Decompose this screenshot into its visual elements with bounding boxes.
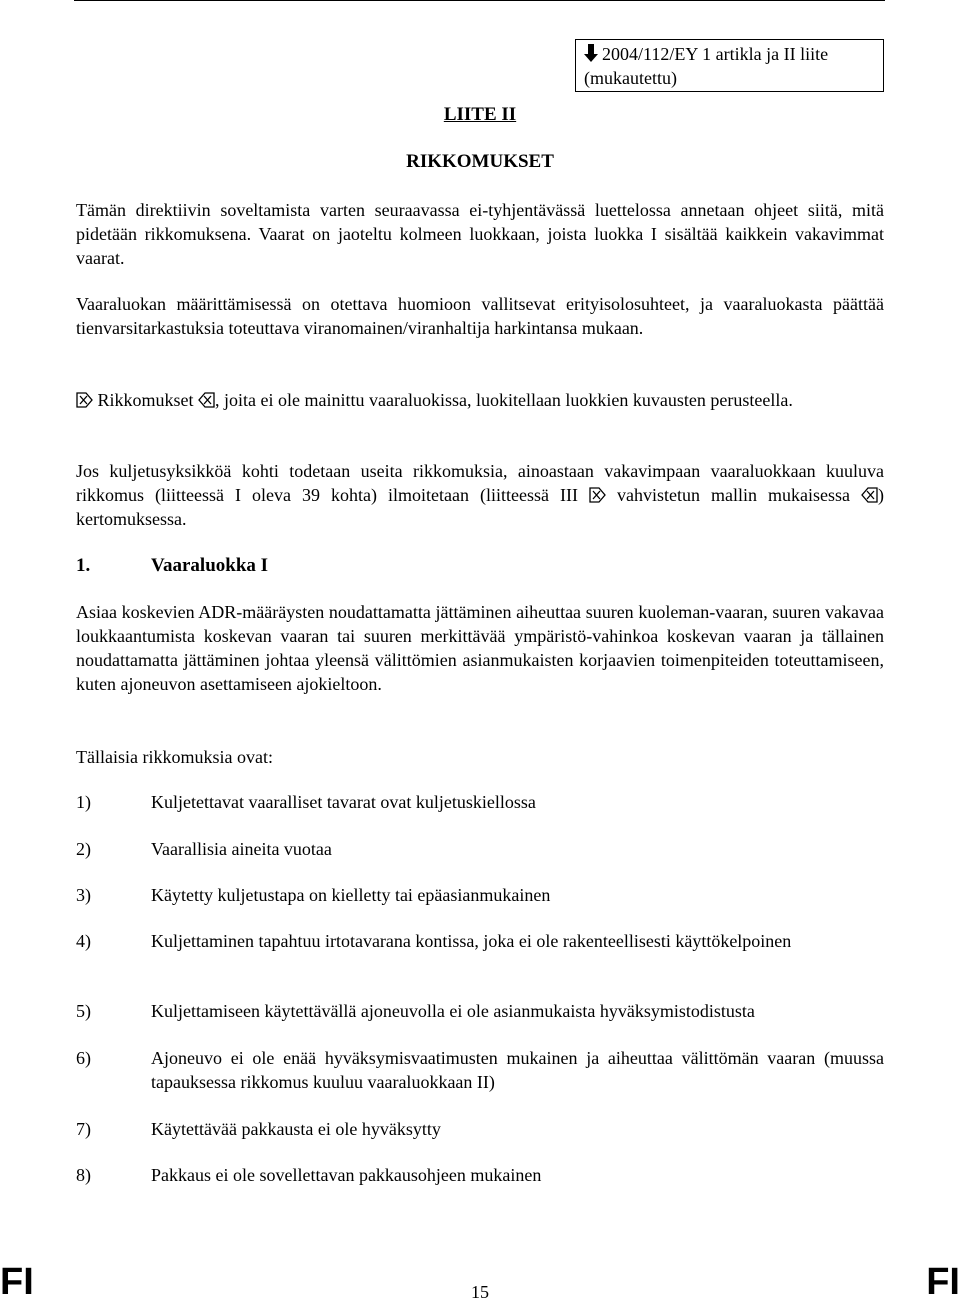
insert-start-icon <box>76 392 93 408</box>
annex-title: LIITE II <box>443 104 517 125</box>
list-item <box>76 837 884 861</box>
section-1-heading <box>76 554 268 578</box>
paragraph-2: Vaaraluokan määrittämisessä on otettava huomioon vallitsevat erityisolosuhteet, ja vaaraluokasta päättää tienvarsitarkastuksia toteuttava viranomainen/viranhaltija harkintansa mukaan. <box>76 294 884 338</box>
list-item-number: 5) <box>76 1001 91 1021</box>
reference-line-1: 2004/112/EY 1 artikla ja II liite <box>602 44 829 64</box>
list-item-text: Kuljettamiseen käytettävällä ajoneuvolla ei ole asianmukaista hyväksymistodistusta <box>151 1001 755 1021</box>
insert-end-icon <box>198 392 215 408</box>
list-item <box>76 1117 884 1141</box>
list-intro: Tällaisia rikkomuksia ovat: <box>76 747 273 767</box>
list-item-number: 7) <box>76 1119 91 1139</box>
list-item-text: Käytettävää pakkausta ei ole hyväksytty <box>151 1119 441 1139</box>
paragraph-4 <box>76 459 884 531</box>
top-rule <box>74 0 885 1</box>
section-1-number: 1. <box>76 555 91 576</box>
paragraph-1: Tämän direktiivin soveltamista varten seuraavassa ei-tyhjentävässä luettelossa annetaan ohjeet siitä, mitä pidetään rikkomuksena. Vaarat on jaoteltu kolmeen luokkaan, joista luokka I sisältää kaikkein vakavimmat vaarat. <box>76 200 884 268</box>
paragraph-3 <box>76 388 884 412</box>
list-item-text: Vaarallisia aineita vuotaa <box>151 839 332 859</box>
list-item <box>76 883 884 907</box>
list-item-number: 6) <box>76 1048 91 1068</box>
list-item-number: 4) <box>76 931 91 951</box>
paragraph-3-rest: , joita ei ole mainittu vaaraluokissa, luokitellaan luokkien kuvausten perusteella. <box>215 390 793 410</box>
language-code-right: FI <box>926 1261 960 1303</box>
list-item <box>76 790 884 814</box>
arrow-down-icon <box>584 44 598 62</box>
list-item-text: Pakkaus ei ole sovellettavan pakkausohjeen mukainen <box>151 1165 542 1185</box>
section-1-title: Vaaraluokka I <box>151 555 269 576</box>
page-heading: RIKKOMUKSET <box>406 151 554 172</box>
list-item-number: 1) <box>76 792 91 812</box>
paragraph-4-start: Jos kuljetusyksikköä kohti todetaan useita rikkomuksia, ainoastaan vakavimpaan vaaraluokkaan kuuluva rikkomus (liitteessä I oleva 39 kohta) ilmoitetaan (liitteessä III <box>76 461 884 505</box>
list-item-text: Kuljettaminen tapahtuu irtotavarana kontissa, joka ei ole rakenteellisesti käyttökelpoinen <box>151 931 792 951</box>
list-item-text: Kuljetettavat vaaralliset tavarat ovat kuljetuskiellossa <box>151 792 536 812</box>
paragraph-4-end: ) kertomuksessa. <box>76 485 885 529</box>
list-item <box>76 929 884 953</box>
paragraph-3-start: Rikkomukset <box>97 390 194 410</box>
reference-line-2: (mukautettu) <box>584 68 677 88</box>
list-item <box>76 1163 884 1187</box>
language-code-left: FI <box>0 1261 34 1303</box>
insert-end-icon <box>861 487 878 503</box>
list-item-number: 8) <box>76 1165 91 1185</box>
list-item <box>76 999 884 1023</box>
list-item-text: Käytetty kuljetustapa on kielletty tai epäasianmukainen <box>151 885 551 905</box>
list-item-number: 2) <box>76 839 91 859</box>
insert-start-icon <box>589 487 606 503</box>
list-item-number: 3) <box>76 885 91 905</box>
section-1-intro: Asiaa koskevien ADR-määräysten noudattamatta jättäminen aiheuttaa suuren kuoleman-vaaran, suuren vakavaa loukkaantumista koskevan vaaran tai suuren merkittävää ympäristö-vahinkoa koskevan vaaran ja tällainen noudattamatta jättäminen johtaa yleensä välittömien asianmukaisten korjaavien toimenpiteiden toteuttamiseen, kuten ajoneuvon asettamiseen ajokieltoon. <box>76 602 884 694</box>
page-number: 15 <box>471 1282 489 1302</box>
reference-box <box>575 39 884 92</box>
list-item <box>76 1046 884 1094</box>
list-item-text: Ajoneuvo ei ole enää hyväksymisvaatimusten mukainen ja aiheuttaa välittömän vaaran (muussa tapauksessa rikkomus kuuluu vaaraluokkaan II) <box>151 1048 884 1092</box>
paragraph-4-middle: vahvistetun mallin mukaisessa <box>617 485 850 505</box>
